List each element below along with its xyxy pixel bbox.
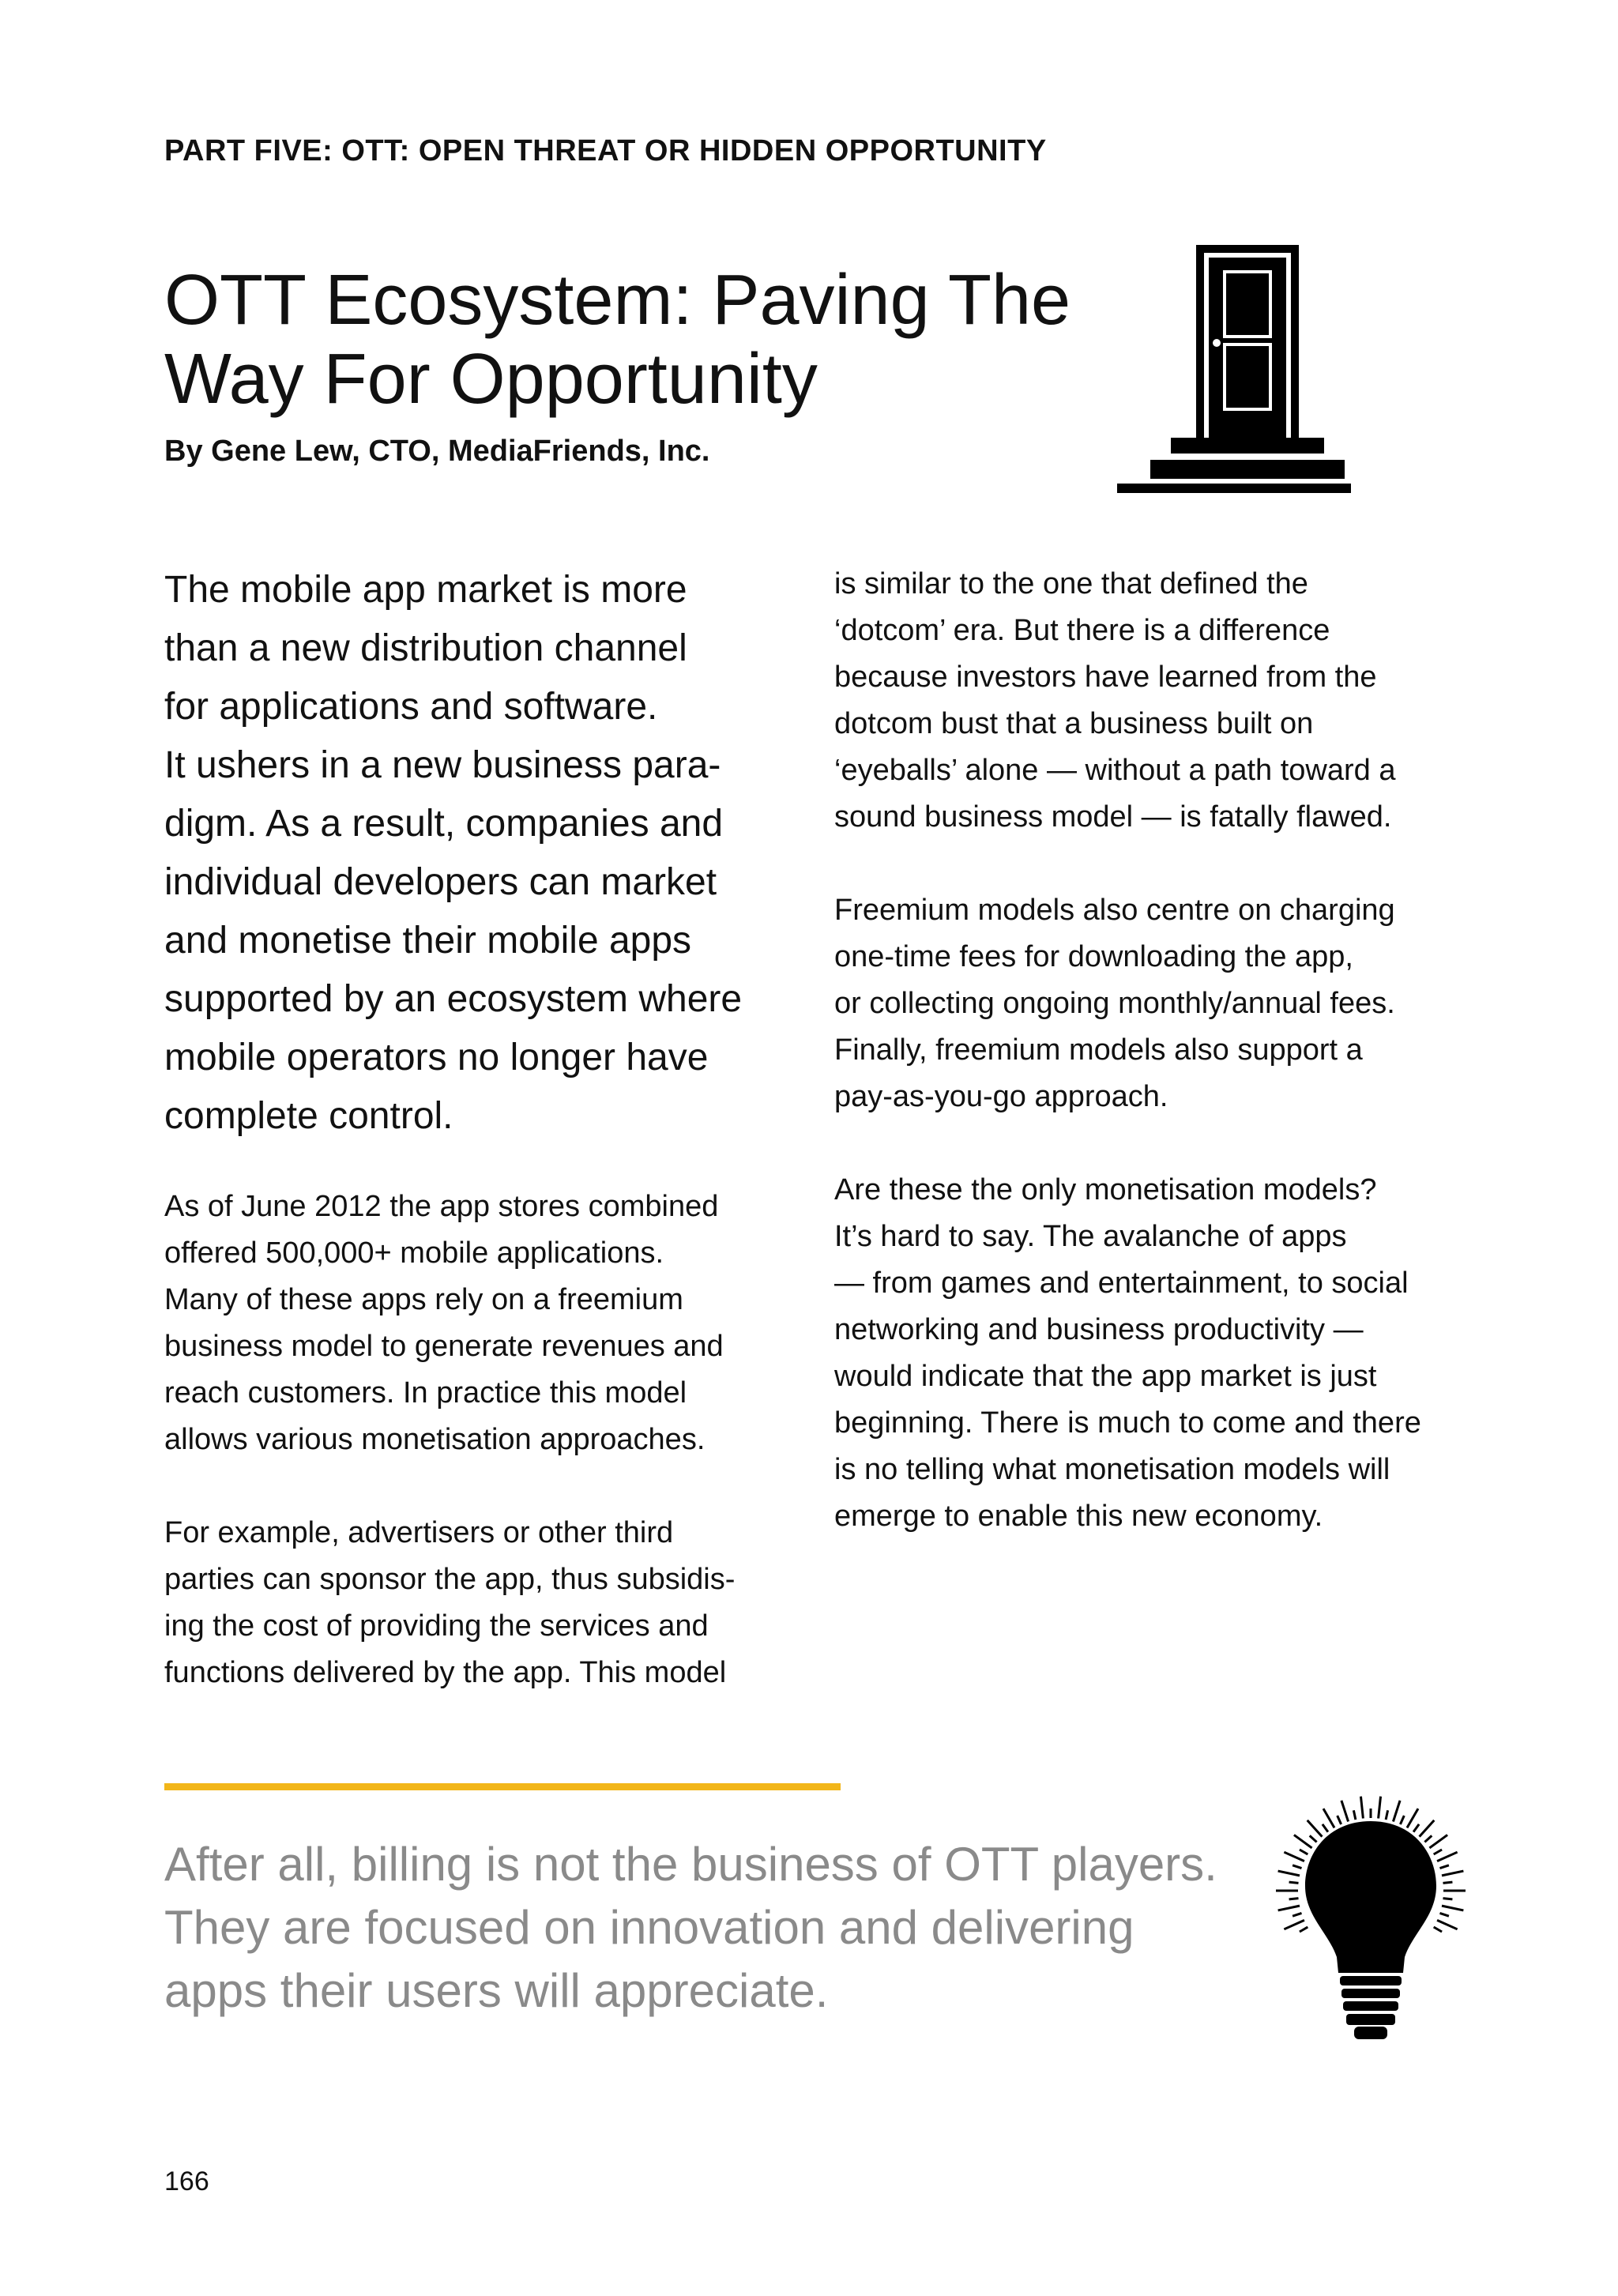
bulb-ray (1289, 1882, 1299, 1883)
body-line: pay-as-you-go approach. (834, 1080, 1168, 1113)
bulb-ray (1353, 1810, 1355, 1820)
body-line: is similar to the one that defined the (834, 567, 1308, 600)
right-column (834, 561, 1466, 1540)
body-line: ‘dotcom’ era. But there is a difference (834, 614, 1330, 647)
accent-rule (164, 1783, 841, 1790)
bulb-ray (1407, 1809, 1418, 1827)
title-line: Way For Opportunity (164, 340, 818, 419)
quote-line: After all, billing is not the business of OTT players. (164, 1838, 1217, 1891)
byline: By Gene Lew, CTO, MediaFriends, Inc. (164, 435, 710, 468)
bulb-ray (1310, 1835, 1317, 1842)
lead-line: It ushers in a new business para- (164, 744, 721, 786)
bulb-ray (1439, 1865, 1448, 1869)
section-label: PART FIVE: OTT: OPEN THREAT OR HIDDEN OPPORTUNITY (164, 134, 1047, 167)
body-line: networking and business productivity — (834, 1313, 1364, 1346)
body-line: Finally, freemium models also support a (834, 1033, 1363, 1067)
bulb-ray (1323, 1809, 1334, 1827)
bulb-ray (1278, 1871, 1300, 1876)
lead-line: complete control. (164, 1095, 453, 1137)
quote-line: They are focused on innovation and delivering (164, 1901, 1134, 1954)
body-line: or collecting ongoing monthly/annual fees. (834, 987, 1395, 1020)
bulb-ray (1379, 1797, 1381, 1819)
pull-quote (164, 1833, 1223, 2023)
bulb-ray (1293, 1865, 1301, 1869)
bulb-ray (1300, 1850, 1308, 1854)
bulb-ray (1437, 1852, 1458, 1861)
light-bulb-icon (1264, 1790, 1477, 2050)
body-line: sound business model — is fatally flawed. (834, 800, 1392, 834)
lead-line: digm. As a result, companies and (164, 803, 724, 845)
bulb-ray (1360, 1797, 1363, 1819)
body-line: one-time fees for downloading the app, (834, 940, 1353, 973)
body-line: reach customers. In practice this model (164, 1376, 687, 1410)
bulb-ray (1400, 1816, 1404, 1824)
body-line: Freemium models also centre on charging (834, 894, 1395, 927)
bulb-ray (1437, 1920, 1458, 1929)
body-line: is no telling what monetisation models will (834, 1453, 1390, 1486)
body-line: ‘eyeballs’ alone — without a path toward a (834, 754, 1396, 787)
bulb-ray (1338, 1816, 1341, 1824)
title-line: OTT Ecosystem: Paving The (164, 261, 1071, 340)
body-line: business model to generate revenues and (164, 1330, 724, 1363)
body-paragraph (834, 887, 1466, 1120)
bulb-ray (1424, 1835, 1432, 1842)
bulb-ray (1442, 1871, 1463, 1876)
bulb-ray (1386, 1810, 1387, 1820)
bulb-ray (1393, 1801, 1400, 1822)
body-line: Are these the only monetisation models? (834, 1173, 1377, 1206)
lead-line: and monetise their mobile apps (164, 920, 692, 962)
bulb-ray (1284, 1852, 1304, 1861)
lead-paragraph (164, 561, 796, 1146)
body-line: It’s hard to say. The avalanche of apps (834, 1220, 1347, 1253)
body-line: functions delivered by the app. This model (164, 1656, 727, 1689)
bulb-ray (1284, 1920, 1304, 1929)
lead-line: supported by an ecosystem where (164, 978, 743, 1020)
bulb-ray (1434, 1850, 1442, 1854)
body-line: parties can sponsor the app, thus subsidis- (164, 1563, 736, 1596)
body-line: allows various monetisation approaches. (164, 1423, 706, 1456)
bulb-ray (1439, 1913, 1448, 1916)
bulb-ray (1293, 1913, 1301, 1916)
left-column (164, 561, 796, 1696)
body-line: would indicate that the app market is just (834, 1360, 1377, 1393)
lead-line: individual developers can market (164, 861, 717, 903)
door-icon (1117, 239, 1351, 493)
body-line: because investors have learned from the (834, 661, 1377, 694)
article-title (164, 261, 1081, 419)
body-line: For example, advertisers or other third (164, 1516, 674, 1549)
body-line: emerge to enable this new economy. (834, 1500, 1323, 1533)
bulb-ray (1323, 1824, 1328, 1832)
body-line: Many of these apps rely on a freemium (164, 1283, 683, 1316)
body-line: As of June 2012 the app stores combined (164, 1190, 719, 1223)
body-paragraph (164, 1510, 796, 1696)
body-line: beginning. There is much to come and there (834, 1406, 1421, 1440)
bulb-ray (1341, 1801, 1349, 1822)
body-paragraph (834, 561, 1466, 841)
lead-line: The mobile app market is more (164, 569, 687, 611)
lead-line: for applications and software. (164, 686, 658, 728)
bulb-ray (1443, 1882, 1452, 1883)
body-line: dotcom bust that a business built on (834, 707, 1314, 740)
quote-line: apps their users will appreciate. (164, 1964, 829, 2017)
bulb-ray (1308, 1820, 1323, 1837)
page-number: 166 (164, 2166, 209, 2196)
bulb-ray (1434, 1927, 1442, 1932)
bulb-ray (1300, 1927, 1308, 1932)
bulb-ray (1278, 1906, 1300, 1910)
body-paragraph (834, 1167, 1466, 1540)
body-line: ing the cost of providing the services and (164, 1609, 709, 1643)
lead-line: than a new distribution channel (164, 627, 687, 669)
body-paragraph (164, 1184, 796, 1463)
lead-line: mobile operators no longer have (164, 1037, 709, 1078)
bulb-ray (1420, 1820, 1435, 1837)
bulb-ray (1442, 1906, 1463, 1910)
body-line: — from games and entertainment, to social (834, 1267, 1409, 1300)
bulb-ray (1413, 1824, 1419, 1832)
body-line: offered 500,000+ mobile applications. (164, 1236, 664, 1270)
